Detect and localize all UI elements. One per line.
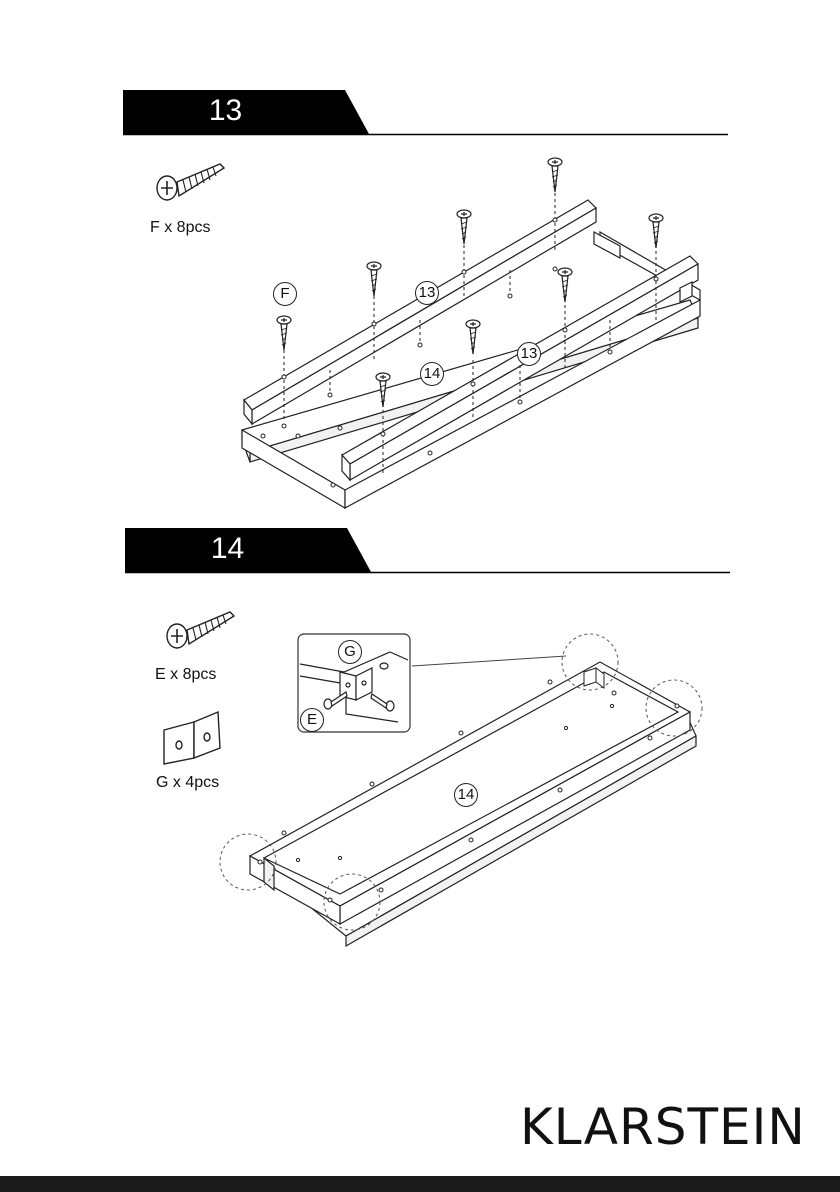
brand-logo: KLARSTEIN [520,1098,806,1156]
step-14-number: 14 [210,532,245,565]
callout-g: G [338,640,362,664]
callout-14-panel: 14 [420,362,444,386]
part-f-label: F x 8pcs [150,219,211,236]
callout-13-front: 13 [517,342,541,366]
part-e-label: E x 8pcs [155,666,217,683]
callout-14-frame: 14 [454,783,478,807]
callout-13-back: 13 [415,281,439,305]
callout-e: E [300,708,324,732]
part-g-label: G x 4pcs [156,774,220,791]
step-13-number: 13 [208,94,243,127]
footer-bar [0,1176,840,1192]
callout-f: F [273,282,297,306]
